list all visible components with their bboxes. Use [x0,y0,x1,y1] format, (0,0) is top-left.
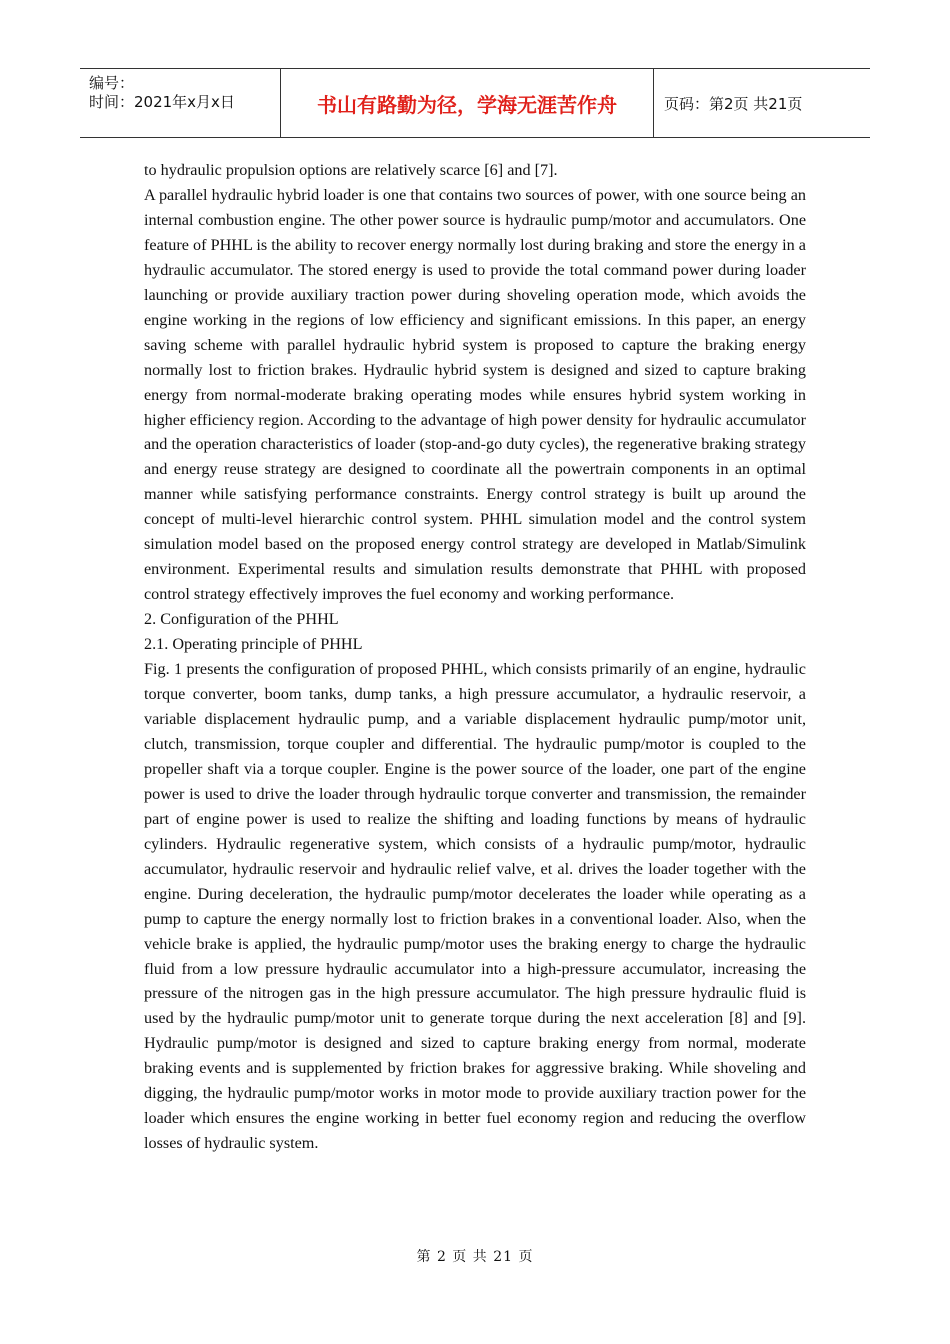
body-paragraph: A parallel hydraulic hybrid loader is one that contains two sources of power, with one source being an internal combustion engine. The other power source is hydraulic pump/motor and accumulators. One feature of PHHL is the ability to recover energy normally lost during braking and store the energy in a hydraulic accumulator. The stored energy is used to provide the total command power during loader launching or provide auxiliary traction power during shoveling operation mode, which avoids the engine working in the regions of low efficiency and significant emissions. In this paper, an energy saving scheme with parallel hydraulic hybrid system is proposed to capture the braking energy normally lost to friction brakes. Hydraulic hybrid system is designed and sized to capture braking energy from normal-moderate braking operating modes while ensures hybrid system working in higher efficiency region. According to the advantage of high power density for hydraulic accumulator and the operation characteristics of loader (stop-and-go duty cycles), the regenerative braking strategy and energy reuse strategy are designed to coordinate all the powertrain components in an optimal manner while satisfying performance constraints. Energy control strategy is built up around the concept of multi-level hierarchic control system. PHHL simulation model and the control system simulation model based on the proposed energy control strategy are developed in Matlab/Simulink environment. Experimental results and simulation results demonstrate that PHHL with proposed control strategy effectively improves the fuel economy and working performance. [144,185,806,604]
body-paragraph: to hydraulic propulsion options are relatively scarce [6] and [7]. [144,161,558,179]
header-left-cell [80,69,281,137]
section-heading: 2. Configuration of the PHHL [144,610,339,629]
document-date-label: 时间：2021年x月x日 [89,93,235,111]
document-header [80,68,870,138]
subsection-heading: 2.1. Operating principle of PHHL [144,635,363,654]
document-body [144,158,806,1156]
page-footer: 第 2 页 共 21 页 [416,1249,534,1265]
header-page-info: 页码：第2页 共21页 [664,95,803,113]
header-motto: 书山有路勤为径，学海无涯苦作舟 [317,93,617,117]
header-middle-cell [281,69,654,137]
header-right-cell [654,69,870,137]
body-paragraph: Fig. 1 presents the configuration of proposed PHHL, which consists primarily of an engine, hydraulic torque converter, boom tanks, dump tanks, a high pressure accumulator, a hydraulic reservoir, a variable displacement hydraulic pump, and a variable displacement hydraulic pump/motor unit, clutch, transmission, torque coupler and differential. The hydraulic pump/motor is coupled to the propeller shaft via a torque coupler. Engine is the power source of the loader, one part of the engine power is used to drive the loader through hydraulic torque converter and transmission, the remainder part of engine power is used to realize the shifting and loading functions by means of hydraulic cylinders. Hydraulic regenerative system, which consists of a hydraulic pump/motor, hydraulic accumulator, hydraulic reservoir and hydraulic relief valve, et al. drives the loader together with the engine. During deceleration, the hydraulic pump/motor decelerates the loader while operating as a pump to capture the energy normally lost to friction brakes in a conventional loader. Also, when the vehicle brake is applied, the hydraulic pump/motor uses the braking energy to charge the hydraulic fluid from a low pressure hydraulic accumulator into a high-pressure accumulator, increasing the pressure of the nitrogen gas in the high pressure accumulator. The high pressure hydraulic fluid is used by the hydraulic pump/motor unit to generate torque during the next acceleration [8] and [9]. Hydraulic pump/motor is designed and sized to capture braking energy from normal, moderate braking events and is supplemented by friction brakes for aggressive braking. While shoveling and digging, the hydraulic pump/motor works in motor mode to provide auxiliary traction power for the loader which ensures the engine working in better fuel economy region and reducing the overflow losses of hydraulic system. [144,660,806,1153]
document-number-label: 编号： [89,74,135,92]
